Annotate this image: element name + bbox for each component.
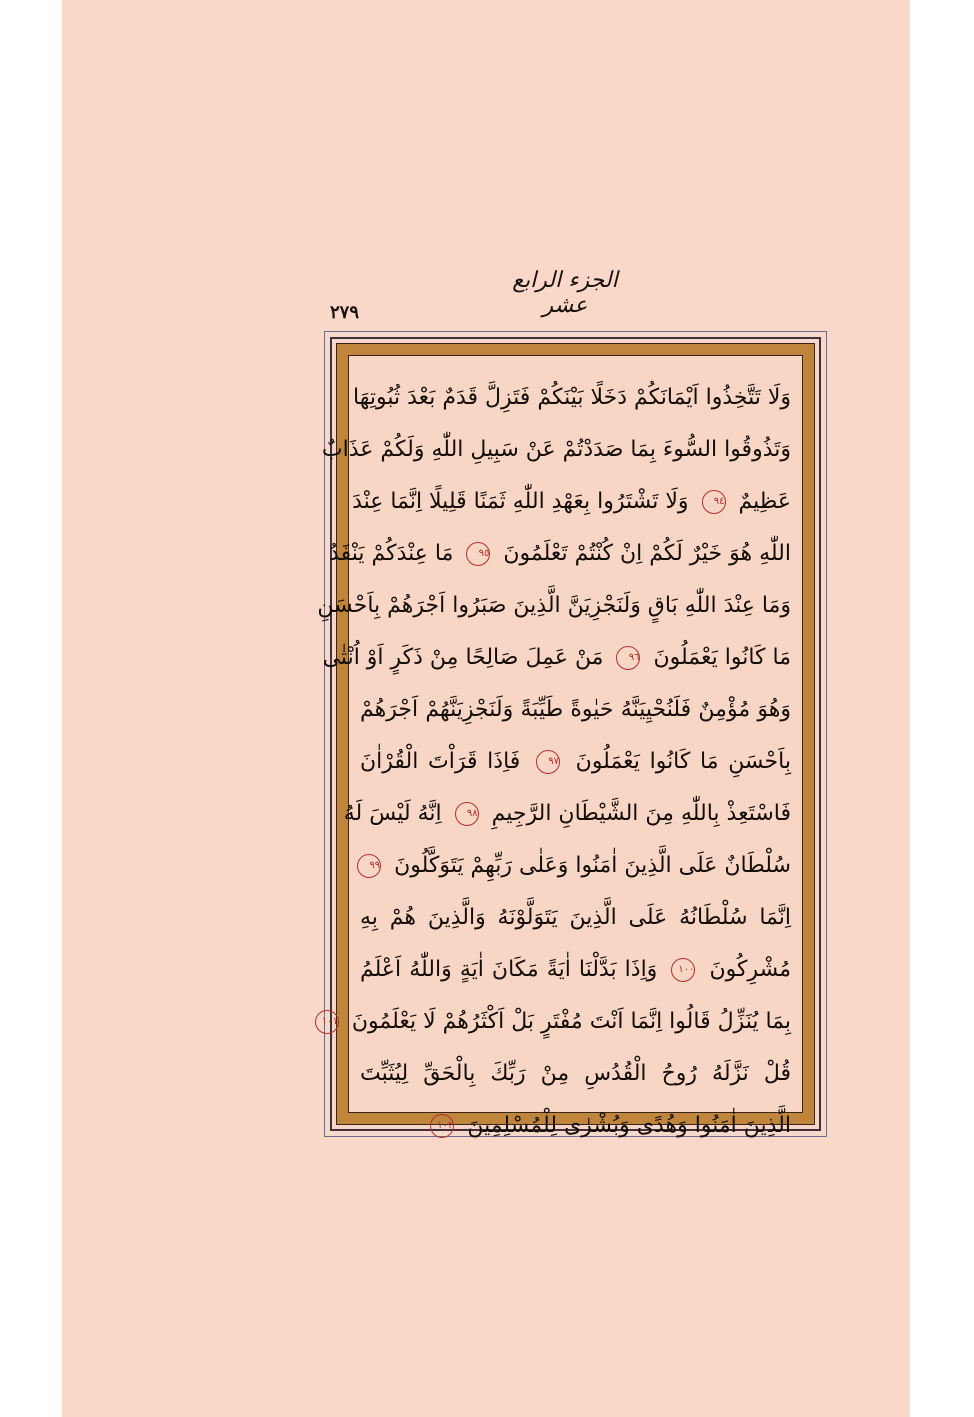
ayah-number-marker: ٩٩ bbox=[357, 854, 381, 878]
verse-line-text: سُلْطَانٌ عَلَى الَّذِينَ اٰمَنُوا وَعَلٰى رَبِّهِمْ يَتَوَكَّلُونَ bbox=[394, 853, 791, 878]
verse-line bbox=[360, 840, 791, 892]
verse-line bbox=[321, 996, 791, 1048]
verse-line bbox=[360, 1048, 791, 1100]
verse-line bbox=[360, 892, 791, 944]
verse-line-text: بِاَحْسَنِ مَا كَانُوا يَعْمَلُونَ bbox=[575, 749, 791, 774]
verse-line bbox=[321, 424, 791, 476]
verse-line bbox=[343, 788, 791, 840]
verse-line-text: اللّٰهِ هُوَ خَيْرٌ لَكُمْ اِنْ كُنْتُمْ تَعْلَمُونَ bbox=[503, 541, 791, 566]
verse-line-text: وَاِذَا بَدَّلْنَا اٰيَةً مَكَانَ اٰيَةٍ وَاللّٰهُ اَعْلَمُ bbox=[360, 957, 658, 982]
verse-line bbox=[352, 476, 791, 528]
verse-line-text: وَهُوَ مُؤْمِنٌ فَلَنُحْيِيَنَّهُ حَيٰوةً طَيِّبَةً وَلَنَجْزِيَنَّهُمْ اَجْرَهُمْ bbox=[360, 697, 791, 722]
ayah-number-marker: ١٠٠ bbox=[671, 958, 695, 982]
verse-line-text: مَا كَانُوا يَعْمَلُونَ bbox=[653, 645, 791, 670]
verse-line-text: قُلْ نَزَّلَهُ رُوحُ الْقُدُسِ مِنْ رَبِّكَ بِالْحَقِّ لِيُثَبِّتَ bbox=[360, 1061, 791, 1086]
verse-line-text: مَنْ عَمِلَ صَالِحًا مِنْ ذَكَرٍ اَوْ اُنْثٰى bbox=[322, 645, 604, 670]
verse-line-text: فَاسْتَعِذْ بِاللّٰهِ مِنَ الشَّيْطَانِ الرَّجِيمِ bbox=[491, 801, 791, 826]
verse-line-text: اِنَّمَا سُلْطَانُهُ عَلَى الَّذِينَ يَتَوَلَّوْنَهُ وَالَّذِينَ هُمْ بِهِ bbox=[360, 905, 791, 930]
juz-title: الجزء الرابع عشر bbox=[512, 268, 618, 318]
verse-line-text: وَلَا تَشْتَرُوا بِعَهْدِ اللّٰهِ ثَمَنًا قَلِيلًا اِنَّمَا عِنْدَ bbox=[352, 489, 689, 514]
verse-line-text: مَا عِنْدَكُمْ يَنْفَدُ bbox=[329, 541, 454, 566]
verse-line-text: الَّذِينَ اٰمَنُوا وَهُدًى وَبُشْرٰى لِلْمُسْلِمِينَ bbox=[467, 1113, 791, 1138]
page-number: ٢٧٩ bbox=[330, 302, 360, 323]
verse-line-text: اِنَّهُ لَيْسَ لَهُ bbox=[343, 801, 442, 826]
verse-line-text: مُشْرِكُونَ bbox=[709, 957, 792, 982]
verse-line bbox=[329, 528, 791, 580]
ayah-number-marker: ٩٦ bbox=[616, 646, 640, 670]
verse-line-text: فَاِذَا قَرَاْتَ الْقُرْاٰنَ bbox=[360, 749, 521, 774]
verse-line bbox=[322, 632, 791, 684]
verse-line bbox=[353, 372, 791, 424]
ayah-number-marker: ١٠٢ bbox=[430, 1114, 454, 1138]
verse-line bbox=[360, 944, 791, 996]
verse-line-text: وَتَذُوقُوا السُّوءَ بِمَا صَدَدْتُمْ عَنْ سَبِيلِ اللّٰهِ وَلَكُمْ عَذَابٌ bbox=[321, 437, 791, 462]
verse-line bbox=[317, 580, 791, 632]
ayah-number-marker: ٩٤ bbox=[702, 490, 726, 514]
verse-line-text: وَلَا تَتَّخِذُوا اَيْمَانَكُمْ دَخَلًا بَيْنَكُمْ فَتَزِلَّ قَدَمٌ بَعْدَ ثُبُوتِهَا bbox=[353, 385, 791, 410]
verse-line bbox=[360, 1100, 791, 1152]
ayah-number-marker: ١٠١ bbox=[315, 1010, 339, 1034]
verse-line bbox=[360, 684, 791, 736]
verse-line bbox=[360, 736, 791, 788]
verse-line-text: وَمَا عِنْدَ اللّٰهِ بَاقٍ وَلَنَجْزِيَنَّ الَّذِينَ صَبَرُوا اَجْرَهُمْ بِاَحْسَنِ bbox=[317, 593, 791, 618]
ayah-number-marker: ٩٥ bbox=[466, 542, 490, 566]
ayah-number-marker: ٩٧ bbox=[536, 750, 560, 774]
ayah-number-marker: ٩٨ bbox=[455, 802, 479, 826]
verse-line-text: بِمَا يُنَزِّلُ قَالُوا اِنَّمَا اَنْتَ مُفْتَرٍ بَلْ اَكْثَرُهُمْ لَا يَعْلَمُونَ bbox=[351, 1009, 791, 1034]
verse-line-text: عَظِيمٌ bbox=[738, 489, 791, 514]
verse-text-block bbox=[317, 372, 792, 1138]
